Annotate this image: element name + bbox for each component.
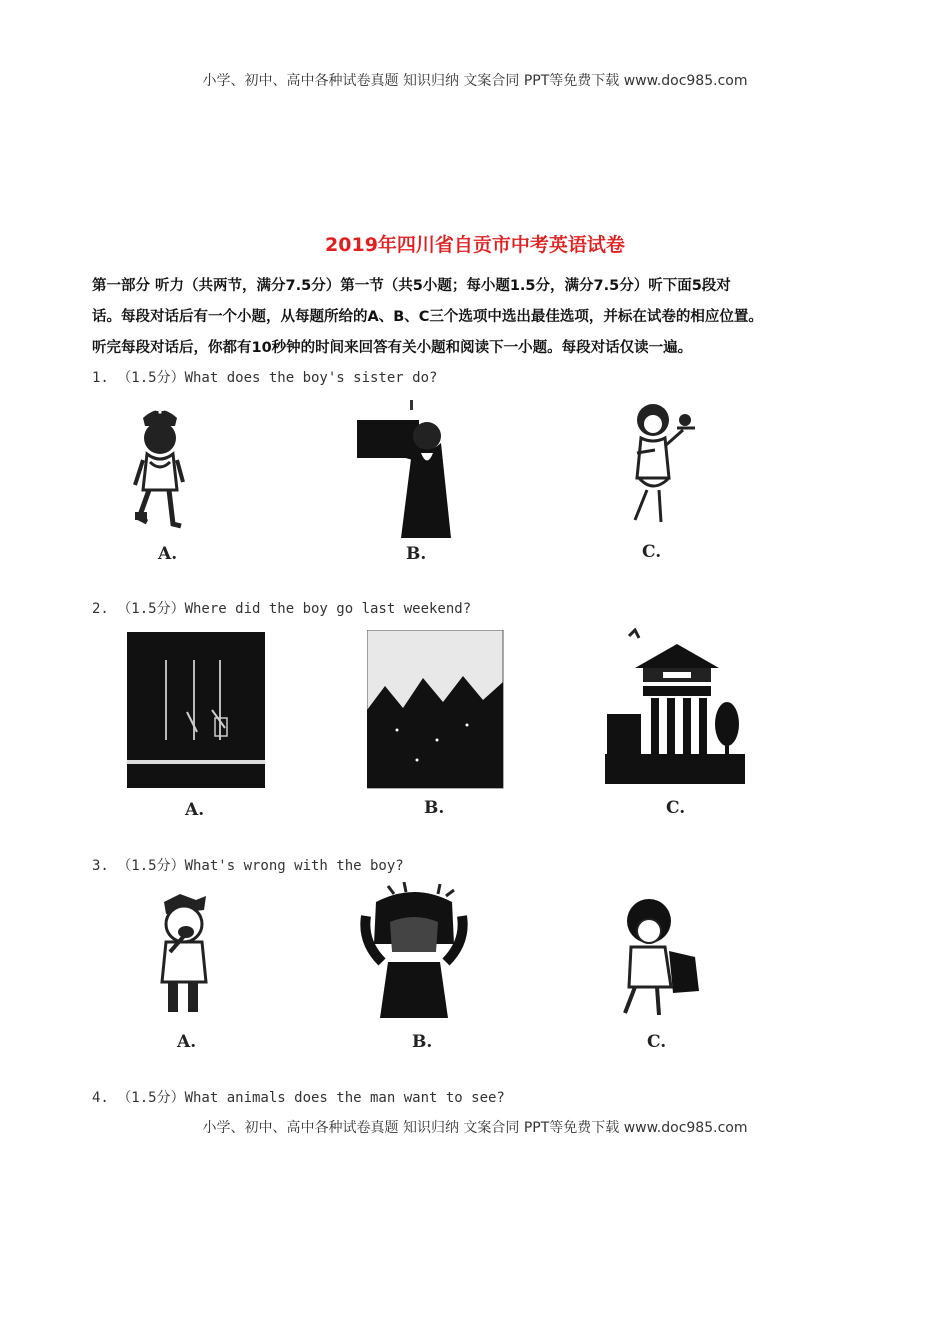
option-3a-label: A.	[177, 1032, 197, 1052]
option-1a-label: A.	[158, 544, 178, 564]
question-2: 2. （1.5分）Where did the boy go last weekend?	[92, 601, 472, 617]
question-4: 4. （1.5分）What animals does the man want to see?	[92, 1090, 505, 1106]
page-header: 小学、初中、高中各种试卷真题 知识归纳 文案合同 PPT等免费下载 www.doc985.com	[202, 73, 748, 89]
stomachache-boy-illustration	[615, 895, 705, 1020]
mountain-illustration	[367, 630, 504, 790]
option-2a-label: A.	[185, 800, 205, 820]
option-3c-label: C.	[647, 1032, 667, 1052]
page-footer: 小学、初中、高中各种试卷真题 知识归纳 文案合同 PPT等免费下载 www.doc985.com	[202, 1120, 748, 1136]
teacher-illustration	[355, 398, 460, 543]
instructions	[92, 271, 882, 364]
question-3: 3. （1.5分）What's wrong with the boy?	[92, 858, 404, 874]
museum-illustration	[605, 628, 745, 790]
headache-boy-illustration	[358, 882, 470, 1020]
instruction-line-3: 听完每段对话后，你都有10秒钟的时间来回答有关小题和阅读下一小题。每段对话仅读一遍。	[92, 340, 693, 356]
page-title: 2019年四川省自贡市中考英语试卷	[325, 234, 625, 256]
instruction-line-2: 话。每段对话后有一个小题，从每题所给的A、B、C三个选项中选出最佳选项，并标在试卷的相应位置。	[92, 309, 763, 325]
gym-illustration	[127, 632, 267, 792]
option-2b-label: B.	[424, 798, 445, 818]
option-1c-label: C.	[642, 542, 662, 562]
instruction-line-1: 第一部分 听力（共两节，满分7.5分）第一节（共5小题；每小题1.5分，满分7.5分）听下面5段对	[92, 278, 731, 294]
sick-boy-illustration	[140, 892, 230, 1020]
option-3b-label: B.	[412, 1032, 433, 1052]
waitress-illustration	[615, 398, 705, 528]
nurse-illustration	[125, 400, 195, 540]
option-2c-label: C.	[666, 798, 686, 818]
question-1: 1. （1.5分）What does the boy's sister do?	[92, 370, 438, 386]
option-1b-label: B.	[406, 544, 427, 564]
